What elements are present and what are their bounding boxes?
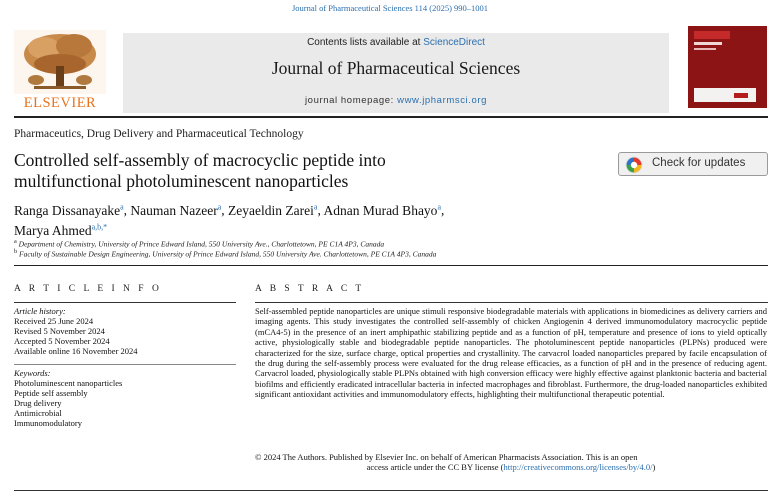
cover-logo-mark xyxy=(734,93,748,98)
homepage-line xyxy=(123,95,669,106)
check-updates-label: Check for updates xyxy=(652,157,746,169)
contents-line xyxy=(123,37,669,48)
keyword-item: Photoluminescent nanoparticles xyxy=(14,378,123,388)
footer-rule xyxy=(14,490,768,491)
homepage-prefix: journal homepage: xyxy=(304,95,398,106)
title-line-2: multifunctional photoluminescent nanoparticles xyxy=(14,171,349,191)
journal-citation[interactable]: Journal of Pharmaceutical Sciences 114 (2025) 990–1001 xyxy=(291,3,489,13)
journal-cover-image xyxy=(688,26,767,108)
author-4[interactable]: Adnan Murad Bhayo$^a$ xyxy=(323,202,441,218)
copyright-line-1: © 2024 The Authors. Published by Elsevier Inc. on behalf of American Pharmacists Association. This is an open xyxy=(255,452,638,462)
article-title xyxy=(14,150,594,192)
copyright-notice xyxy=(255,452,767,473)
check-updates-icon xyxy=(625,156,643,174)
author-3[interactable]: Zeyaeldin Zarei$^a$ xyxy=(228,202,318,218)
history-accepted: Accepted 5 November 2024 xyxy=(14,336,110,346)
author-2[interactable]: Nauman Nazeer$^a$ xyxy=(130,202,222,218)
history-revised: Revised 5 November 2024 xyxy=(14,326,105,336)
masthead-rule xyxy=(14,116,768,118)
keywords-block xyxy=(14,368,122,428)
author-1[interactable]: Ranga Dissanayake$^a$ xyxy=(14,202,124,218)
abstract-text: Self-assembled peptide nanoparticles are unique stimuli responsive biodegradable materials with applications in biomedicines as delivery carriers and imaging agents. This study investigates the controlled self-assembly of chicken Angiogenin 4 derived immunomodulatory macrocyclic peptide (mCA4-5) in the presence of an inert amphipathic stabilizing peptide and as a function of pH, temperature and presence of ions to yield optically active, physiologically stable and biodegradable peptide nanoparticles. The photoluminescent peptide nanoparticles (PLPNs) produced were characterized for the size, surface charge, optical properties and crystallinity. The carvacrol loaded nanoparticles prepared by facile encapsulation of the drug during the self-assembly process were evaluated for the drug release efficacies, as a function of pH and in the presence of reducing agent. Carvacrol loaded, physiologically stable PLPNs obtained with high conversion efficacy were highly effective against planktonic bacteria and bacterial biofilms and efficiently eradicated intracellular bacteria in infected macrophages and fibroblast. Furthermore, the drug-loaded nanoparticles exhibited significant antioxidant activities and immunomodulatory effects, highlighting their multifunctional therapeutic potential. xyxy=(255,306,767,400)
keyword-item: Drug delivery xyxy=(14,398,62,408)
journal-masthead xyxy=(123,33,669,113)
keyword-item: Antimicrobial xyxy=(14,408,62,418)
copyright-line-2: access article under the CC BY license (http://creativecommons.org/licenses/by/4.0/) xyxy=(366,462,656,473)
homepage-link[interactable]: www.jpharmsci.org xyxy=(397,95,488,106)
article-info-heading: A R T I C L E I N F O xyxy=(14,284,162,294)
keywords-rule xyxy=(14,364,236,365)
elsevier-logo-text: ELSEVIER xyxy=(23,95,97,111)
sciencedirect-link[interactable]: ScienceDirect xyxy=(423,37,485,48)
license-link[interactable]: http://creativecommons.org/licenses/by/4.0/ xyxy=(503,462,653,473)
journal-title: Journal of Pharmaceutical Sciences xyxy=(271,58,521,78)
history-label: Article history: xyxy=(14,306,66,316)
title-line-1: Controlled self-assembly of macrocyclic peptide into xyxy=(14,150,386,170)
affiliation-b: $^b$ Faculty of Sustainable Design Engineering, University of Prince Edward Island, 550 University Ave. Charlottetown, PE C1A 4P3, Canada xyxy=(14,248,437,259)
abstract-heading: A B S T R A C T xyxy=(255,284,365,294)
check-for-updates-button[interactable] xyxy=(618,152,768,176)
cover-title-mark xyxy=(694,42,722,45)
article-info-rule xyxy=(14,302,236,303)
history-online: Available online 16 November 2024 xyxy=(14,346,138,356)
header-bottom-rule xyxy=(14,265,768,266)
abstract-rule xyxy=(255,302,768,303)
keyword-item: Immunomodulatory xyxy=(14,418,82,428)
affiliation-a: $^a$ Department of Chemistry, University of Prince Edward Island, 550 University Ave., Charlottetown, PE C1A 4P3, Canada xyxy=(14,238,385,249)
contents-prefix: Contents lists available at xyxy=(307,37,424,48)
keywords-label: Keywords: xyxy=(14,368,51,378)
author-5[interactable]: Marya Ahmed$^{a,b,*}$ xyxy=(14,222,108,238)
cover-banner xyxy=(694,31,730,39)
article-history xyxy=(14,306,138,356)
section-label: Pharmaceutics, Drug Delivery and Pharmaceutical Technology xyxy=(14,128,304,140)
author-list: Ranga Dissanayake$^a$, Nauman Nazeer$^a$, Zeyaeldin Zarei$^a$, Adnan Murad Bhayo$^a$, Marya Ahmed$^{a,b,*}$ xyxy=(14,202,445,238)
cover-subtitle-mark xyxy=(694,48,716,50)
keyword-item: Peptide self assembly xyxy=(14,388,88,398)
history-received: Received 25 June 2024 xyxy=(14,316,94,326)
